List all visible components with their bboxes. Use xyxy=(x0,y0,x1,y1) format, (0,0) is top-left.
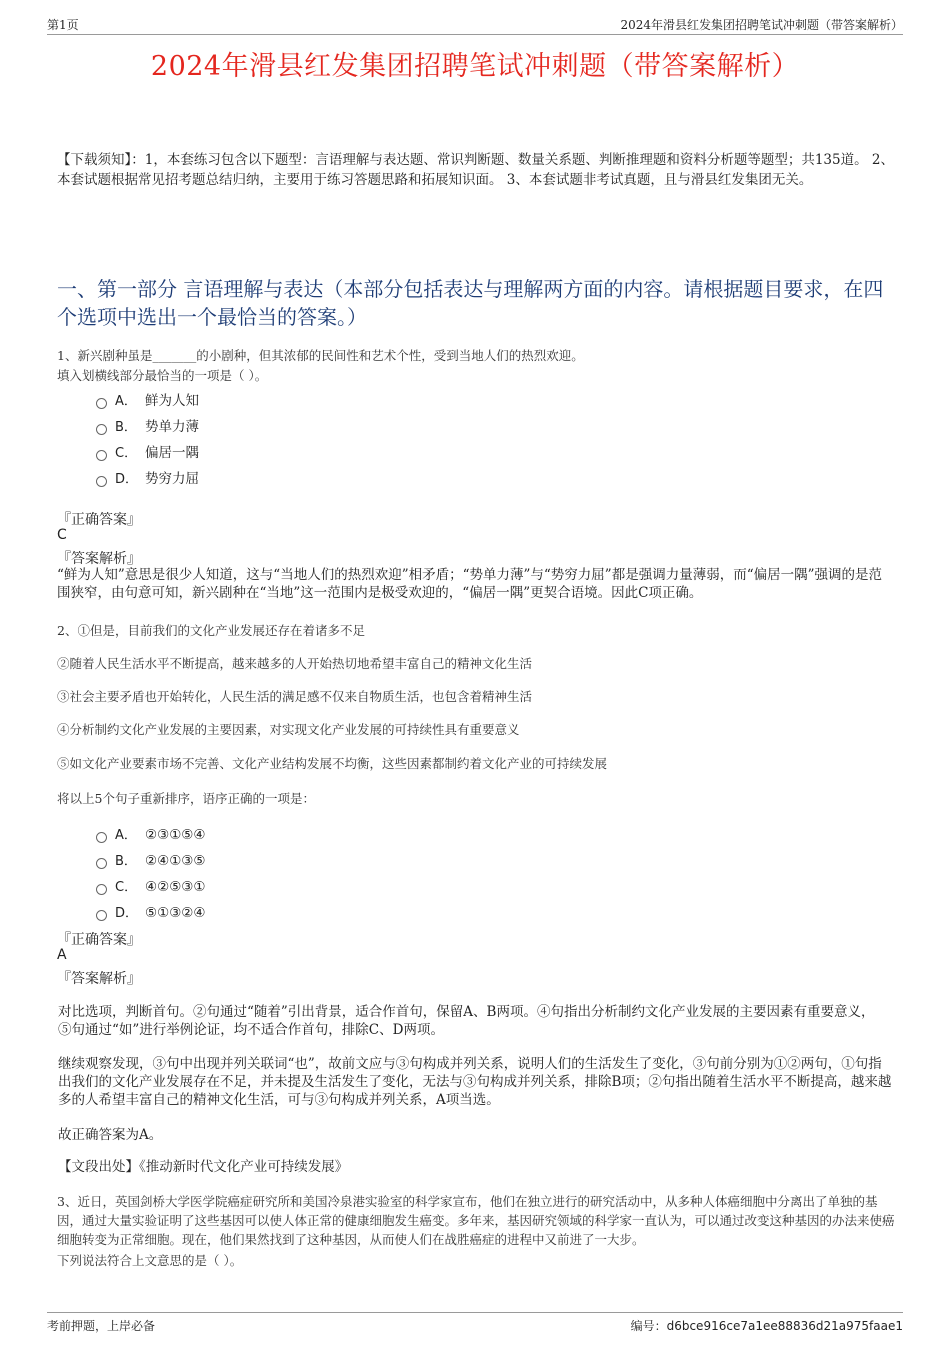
q2-sentence-2: ②随着人民生活水平不断提高，越来越多的人开始热切地希望丰富自己的精神文化生活 xyxy=(57,656,533,671)
q1-analysis-label: 『答案解析』 xyxy=(57,551,141,567)
footer-doc-id: 编号：d6bce916ce7a1ee88836d21a975faae1 xyxy=(630,1319,903,1333)
page-number: 第1页 xyxy=(47,18,79,32)
radio-icon[interactable] xyxy=(96,450,107,461)
page-footer xyxy=(47,1312,903,1331)
q2-analysis-p3: 故正确答案为A。 xyxy=(58,1127,163,1143)
footer-slogan: 考前押题，上岸必备 xyxy=(47,1319,156,1333)
q3-prompt: 下列说法符合上文意思的是（ ）。 xyxy=(57,1253,243,1268)
radio-icon[interactable] xyxy=(96,858,107,869)
q2-option-a[interactable]: A． ②③①⑤④ xyxy=(96,824,206,843)
q1-answer-label: 『正确答案』 xyxy=(57,512,141,528)
q1-option-a[interactable]: A． 鲜为人知 xyxy=(96,389,199,409)
radio-icon[interactable] xyxy=(96,910,107,921)
q2-sentence-1: 2、①但是，目前我们的文化产业发展还存在着诸多不足 xyxy=(57,623,365,638)
page-header xyxy=(47,14,903,35)
q1-stem: 1、新兴剧种虽是_______的小剧种，但其浓郁的民间性和艺术个性，受到当地人们的热烈欢迎。 xyxy=(57,348,584,363)
q2-sentence-5: ⑤如文化产业要素市场不完善、文化产业结构发展不均衡，这些因素都制约着文化产业的可持续发展 xyxy=(57,756,608,771)
q2-analysis-label: 『答案解析』 xyxy=(57,971,141,987)
q2-prompt: 将以上5个句子重新排序，语序正确的一项是： xyxy=(57,791,315,806)
q1-option-b[interactable]: B． 势单力薄 xyxy=(96,415,199,435)
radio-icon[interactable] xyxy=(96,476,107,487)
q2-analysis-p2: 继续观察发现，③句中出现并列关联词“也”，故前文应与③句构成并列关系，说明人们的生活发生了变化，③句前分别为①②两句，①句指出我们的文化产业发展存在不足，并未提及生活发生了变化，无法与③句构成并列关系，排除B项；②句指出随着生活水平不断提高，越来越多的人希望丰富自己的精神文化生活，可与③句构成并列关系，A项当选。 xyxy=(58,1056,892,1108)
q1-analysis: “鲜为人知”意思是很少人知道，这与“当地人们的热烈欢迎”相矛盾；“势单力薄”与“势穷力屈”都是强调力量薄弱，而“偏居一隅”强调的是范围狭窄，由句意可知，新兴剧种在“当地”这一范围内是极受欢迎的，“偏居一隅”更契合语境。因此C项正确。 xyxy=(57,567,883,601)
q2-answer: A xyxy=(57,947,67,963)
q2-option-d[interactable]: D． ⑤①③②④ xyxy=(96,902,206,921)
q2-source: 【文段出处】《推动新时代文化产业可持续发展》 xyxy=(58,1159,349,1175)
q1-answer: C xyxy=(57,527,67,543)
radio-icon[interactable] xyxy=(96,398,107,409)
q1-prompt: 填入划横线部分最恰当的一项是（ ）。 xyxy=(57,368,268,383)
q3-stem: 3、近日，英国剑桥大学医学院癌症研究所和美国冷泉港实验室的科学家宣布，他们在独立进行的研究活动中，从多种人体癌细胞中分离出了单独的基因，通过大量实验证明了这些基因可以使人体正常的健康细胞发生癌变。多年来，基因研究领域的科学家一直认为，可以通过改变这种基因的办法来使癌细胞转变为正常细胞。现在，他们果然找到了这种基因，从而使人们在战胜癌症的进程中又前进了一大步。 xyxy=(57,1194,895,1247)
q2-option-b[interactable]: B． ②④①③⑤ xyxy=(96,850,206,869)
radio-icon[interactable] xyxy=(96,424,107,435)
page-title: 2024年滑县红发集团招聘笔试冲刺题（带答案解析） xyxy=(150,51,800,82)
q2-sentence-4: ④分析制约文化产业发展的主要因素，对实现文化产业发展的可持续性具有重要意义 xyxy=(57,722,520,737)
section-heading: 一、第一部分 言语理解与表达（本部分包括表达与理解两方面的内容。请根据题目要求，在四个选项中选出一个最恰当的答案。） xyxy=(57,277,884,329)
q2-sentence-3: ③社会主要矛盾也开始转化，人民生活的满足感不仅来自物质生活，也包含着精神生活 xyxy=(57,689,533,704)
q2-analysis-p1: 对比选项，判断首句。②句通过“随着”引出背景，适合作首句，保留A、B两项。④句指出分析制约文化产业发展的主要因素有重要意义，⑤句通过“如”进行举例论证，均不适合作首句，排除C、D两项。 xyxy=(58,1004,875,1038)
download-notice: 【下载须知】：1，本套练习包含以下题型：言语理解与表达题、常识判断题、数量关系题、判断推理题和资料分析题等题型；共135道。 2、本套试题根据常见招考题总结归纳，主要用于练习答题思路和拓展知识面。 3、本套试题非考试真题，且与滑县红发集团无关。 xyxy=(57,152,894,188)
q1-option-d[interactable]: D． 势穷力屈 xyxy=(96,467,199,487)
q1-option-c[interactable]: C． 偏居一隅 xyxy=(96,441,199,461)
radio-icon[interactable] xyxy=(96,832,107,843)
radio-icon[interactable] xyxy=(96,884,107,895)
q2-answer-label: 『正确答案』 xyxy=(57,932,141,948)
header-doc-title: 2024年滑县红发集团招聘笔试冲刺题（带答案解析） xyxy=(620,18,903,32)
q2-option-c[interactable]: C． ④②⑤③① xyxy=(96,876,206,895)
